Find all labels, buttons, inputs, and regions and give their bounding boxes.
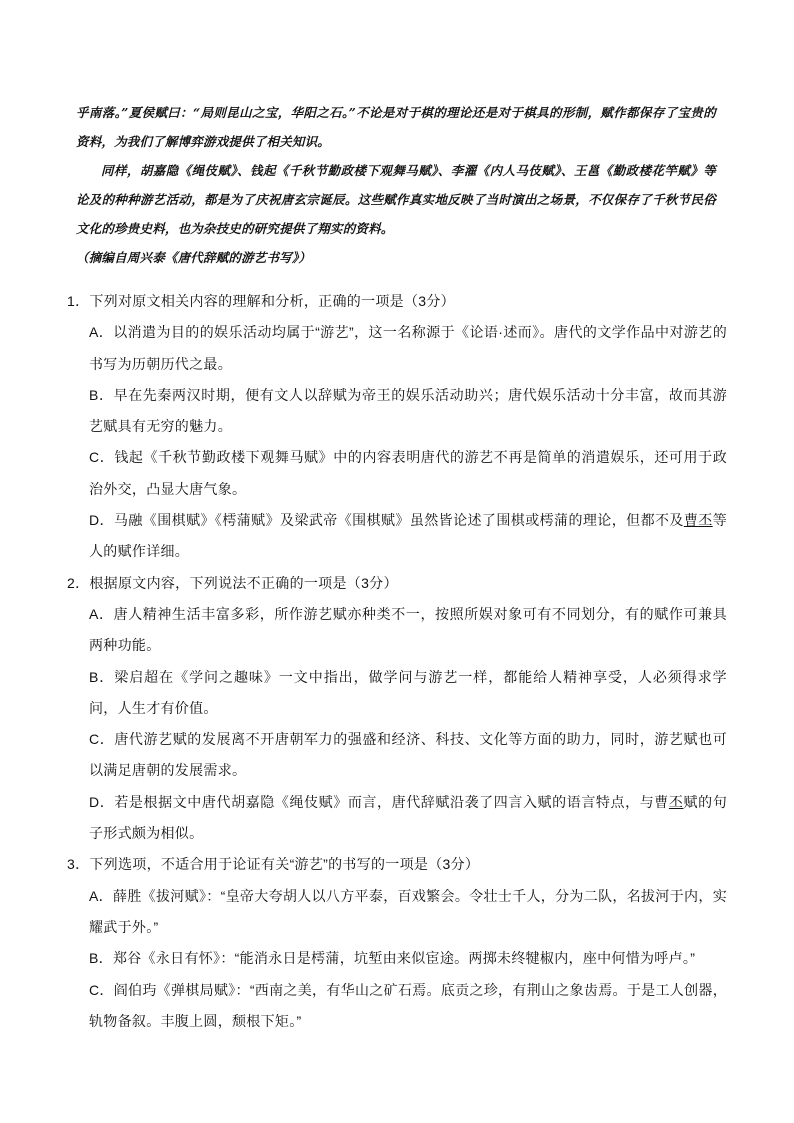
option-label: B． (89, 668, 115, 685)
option-label: D． (89, 512, 114, 529)
question-3-option-a (67, 881, 727, 944)
question-1-option-b (67, 380, 727, 443)
question-1-option-d (67, 505, 727, 568)
question-3-option-b (67, 943, 727, 974)
option-text: 阎伯玙《弹棋局赋》：“西南之美，有华山之矿石焉。底贡之珍，有荆山之象齿焉。于是工人创器，轨物备叙。丰腹上圆，颓根下矩。” (89, 981, 727, 1029)
question-1-option-a (67, 317, 727, 380)
option-text: 以消遣为目的的娱乐活动均属于“游艺”，这一名称源于《论语·述而》。唐代的文学作品中对游艺的书写为历朝历代之最。 (89, 324, 727, 372)
option-text: 钱起《千秋节勤政楼下观舞马赋》中的内容表明唐代的游艺不再是简单的消遣娱乐，还可用于政治外交，凸显大唐气象。 (89, 449, 727, 497)
passage-paragraph-1: 乎南落。”夏侯赋曰：“局则昆山之宝，华阳之石。”不论是对于棋的理论还是对于棋具的形制，赋作都保存了宝贵的资料，为我们了解博弈游戏提供了相关知识。 (76, 105, 716, 149)
question-2-option-c (67, 724, 727, 787)
option-text: 唐人精神生活丰富多彩，所作游艺赋亦种类不一，按照所娱对象可有不同划分，有的赋作可兼具两种功能。 (89, 605, 727, 654)
option-label: C． (89, 981, 114, 998)
question-2-option-d (67, 787, 727, 850)
option-label: C． (89, 731, 115, 748)
question-1 (67, 286, 727, 568)
option-text-part: 等人的赋作详细。 (89, 512, 728, 560)
question-list (67, 286, 727, 1037)
option-label: A． (89, 887, 113, 904)
option-label: B． (89, 386, 114, 403)
option-text: 郑谷《永日有怀》：“能消永日是樗蒲，坑堑由来似宦途。两掷未终犍椒内，座中何惜为呼卢。” (112, 950, 696, 967)
question-2 (67, 568, 727, 850)
question-3-option-c (67, 975, 727, 1038)
option-label: B． (89, 950, 113, 967)
option-text-underlined: 曹丕 (683, 512, 713, 529)
option-text-underlined: 丕 (668, 793, 684, 810)
passage-paragraph-2: 同样，胡嘉隐《绳伎赋》、钱起《千秋节勤政楼下观舞马赋》、李濯《内人马伎赋》、王邕《勤政楼花竿赋》等论及的种种游艺活动，都是为了庆祝唐玄宗诞辰。这些赋作真实地反映了当时演出之场景，不仅保存了千秋节民俗文化的珍贵史料，也为杂技史的研究提供了翔实的资料。 (76, 163, 716, 236)
option-text-part: 若是根据文中唐代胡嘉隐《绳伎赋》而言，唐代辞赋沿袭了四言入赋的语言特点，与曹 (114, 793, 669, 810)
option-label: D． (89, 793, 115, 810)
question-2-option-a (67, 599, 727, 662)
question-3-stem: 3．下列选项，不适合用于论证有关“游艺”的书写的一项是（3分） (67, 856, 480, 873)
passage-source: （摘编自周兴泰《唐代辞赋的游艺书写》） (76, 250, 312, 265)
option-text: 唐代游艺赋的发展离不开唐朝军力的强盛和经济、科技、文化等方面的助力，同时，游艺赋也可以满足唐朝的发展需求。 (89, 731, 727, 779)
reading-passage (76, 98, 716, 272)
option-text-part: 赋的句子形式颇为相似。 (89, 793, 728, 842)
question-1-option-c (67, 442, 727, 505)
option-label: A． (89, 605, 114, 622)
question-2-stem: 2．根据原文内容，下列说法不正确的一项是（3分） (67, 574, 398, 591)
question-1-stem: 1．下列对原文相关内容的理解和分析，正确的一项是（3分） (67, 293, 455, 309)
option-text: 梁启超在《学问之趣味》一文中指出，做学问与游艺一样，都能给人精神享受，人必须得求学问，人生才有价值。 (89, 668, 727, 716)
option-label: C． (89, 449, 115, 466)
question-3 (67, 849, 727, 1037)
option-label: A． (89, 324, 114, 341)
question-2-option-b (67, 662, 727, 725)
option-text: 早在先秦两汉时期，便有文人以辞赋为帝王的娱乐活动助兴；唐代娱乐活动十分丰富，故而其游艺赋具有无穷的魅力。 (89, 386, 727, 435)
option-text-part: 马融《围棋赋》《樗蒲赋》及梁武帝《围棋赋》虽然皆论述了围棋或樗蒲的理论，但都不及 (113, 512, 684, 529)
option-text: 薛胜《拔河赋》：“皇帝大夸胡人以八方平泰，百戏繁会。令壮士千人，分为二队，名拔河于内，实耀武于外。” (89, 887, 727, 935)
